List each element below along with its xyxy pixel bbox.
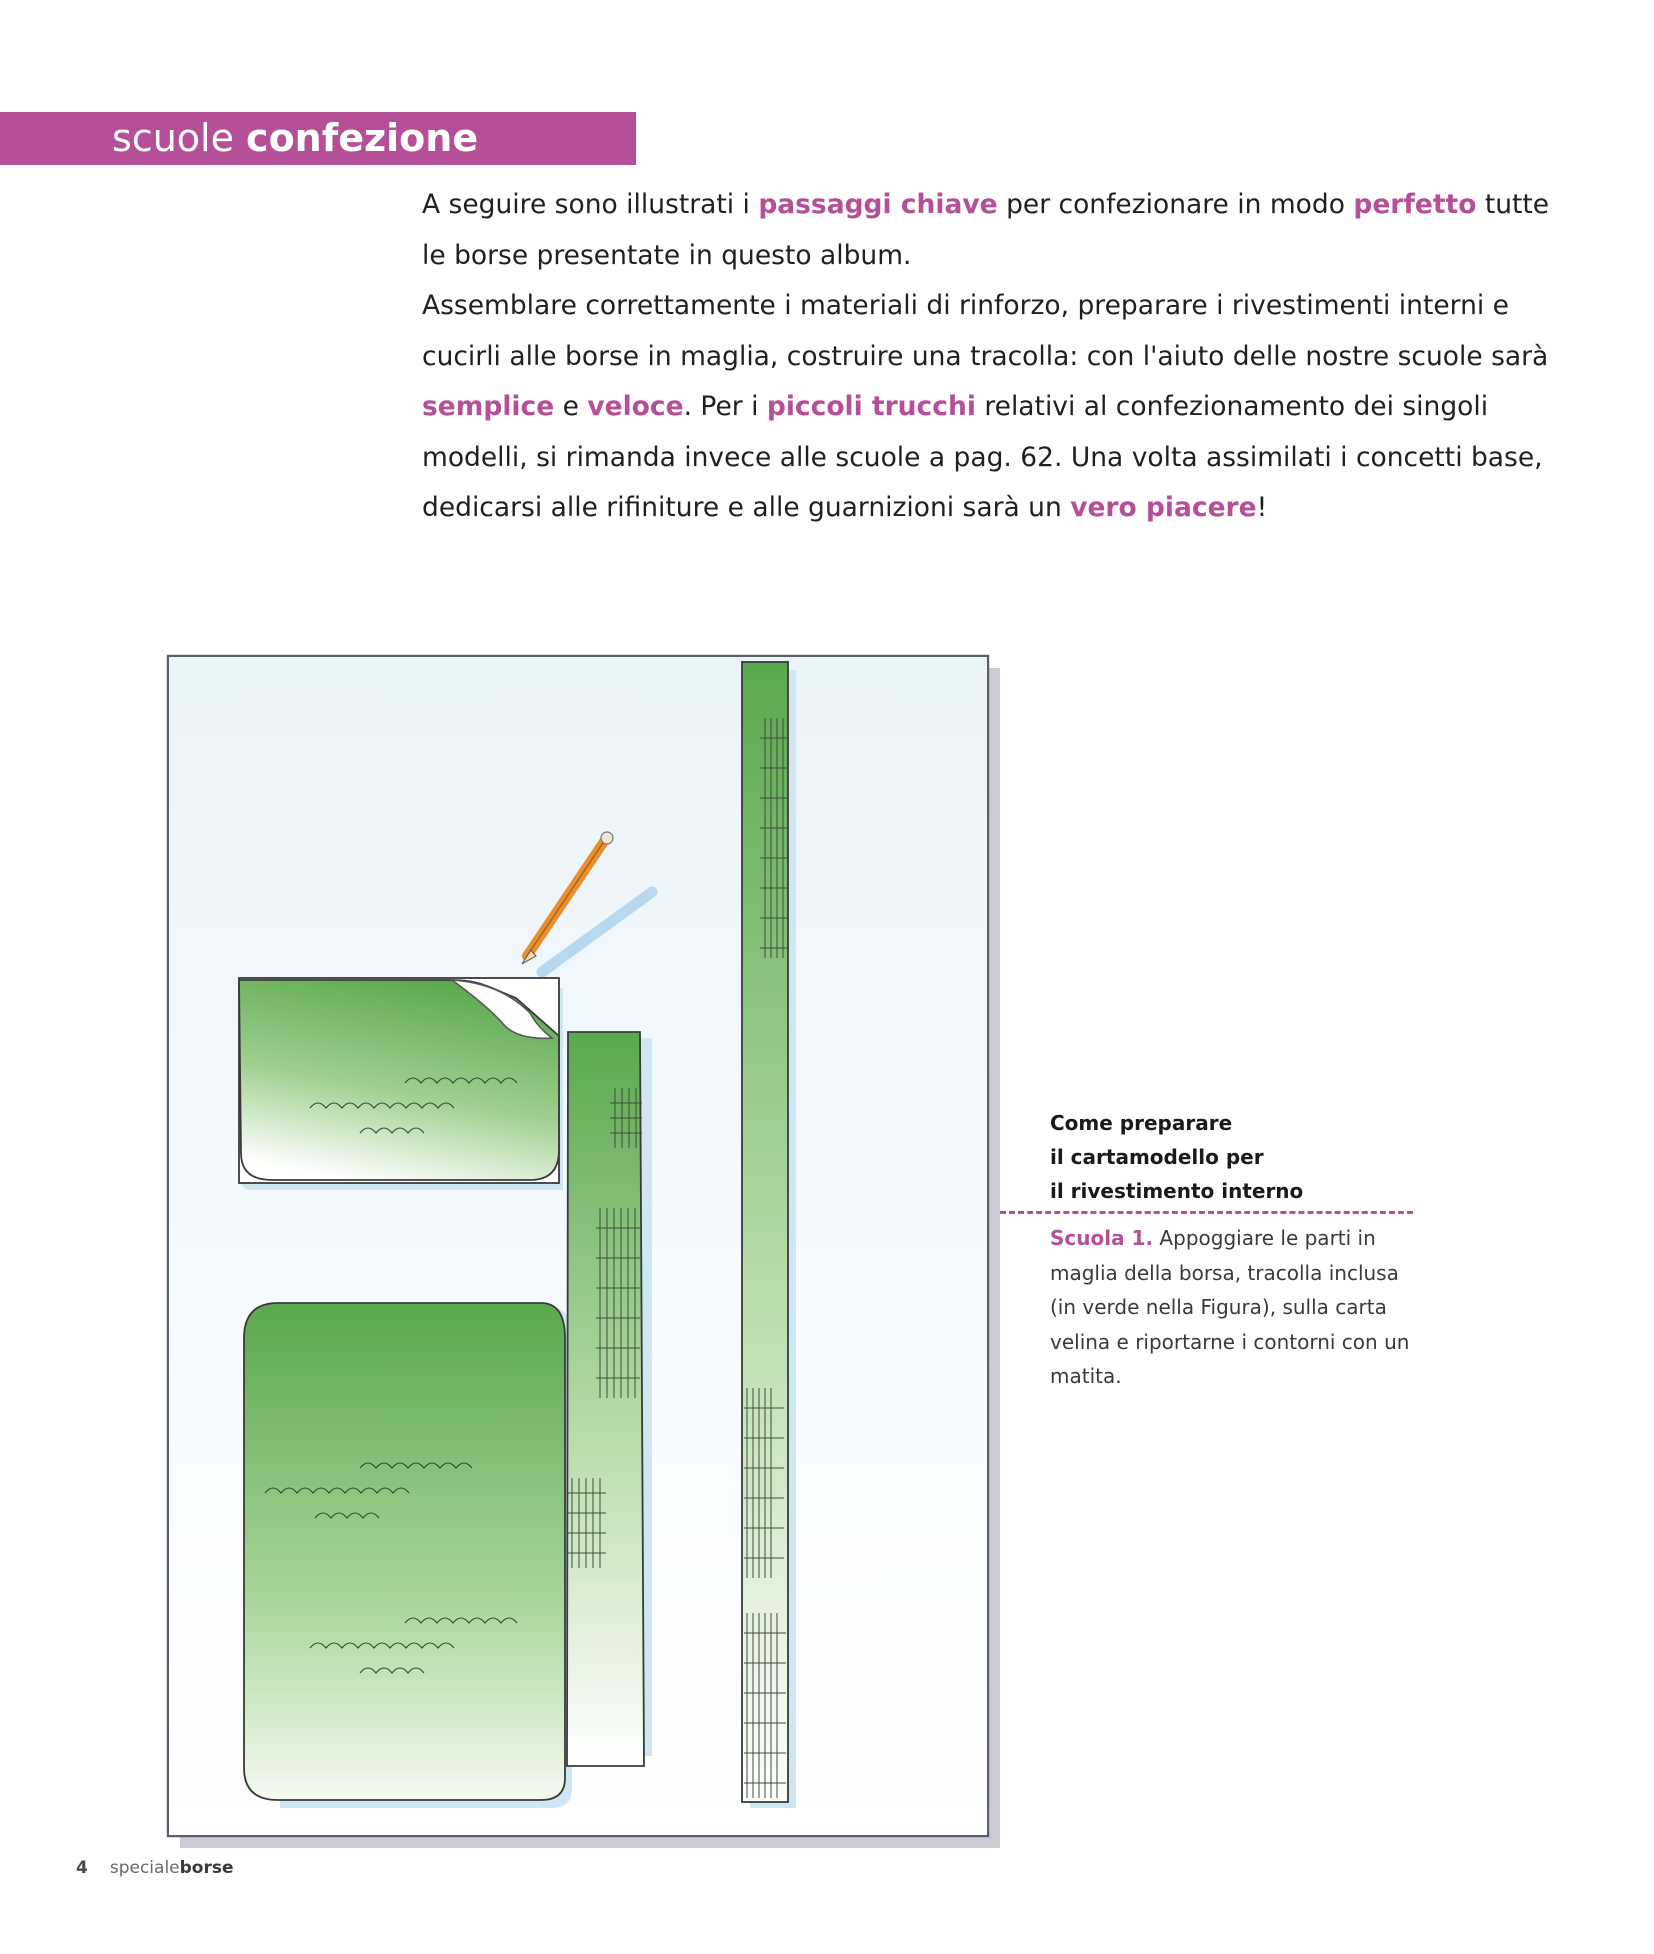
caption-body [1050,1221,1420,1394]
section-header-band [0,112,636,165]
intro-paragraph-2 [422,281,1552,534]
pattern-illustration [160,648,1000,1848]
caption-block [1050,1106,1420,1394]
section-title [112,114,478,162]
bag-front-piece [239,978,563,1190]
body-text: . Per i [683,391,767,422]
page-footer [76,1856,234,1880]
magazine-name-bold: borse [179,1858,234,1878]
caption-title [1050,1106,1420,1208]
caption-title-line: Come preparare [1050,1111,1233,1135]
page-number: 4 [76,1858,88,1878]
caption-title-line: il cartamodello per [1050,1145,1264,1169]
body-text: Assemblare correttamente i materiali di rinforzo, preparare i rivestimenti interni e cucirli alle borse in maglia, costruire una tracolla: con l'aiuto delle nostre scuole sarà [422,290,1549,372]
body-text: ! [1256,492,1268,523]
intro-paragraph-1 [422,180,1552,281]
bag-body-piece [244,1303,572,1808]
bag-gusset-piece [567,1032,652,1766]
caption-text: Appoggiare le parti in maglia della borsa, tracolla inclusa (in verde nella Figura), sulla carta velina e riportarne i contorni con un matita. [1050,1226,1410,1388]
caption-divider [1000,1211,1413,1214]
body-text: A seguire sono illustrati i [422,189,759,220]
body-text: e [554,391,588,422]
caption-title-line: il rivestimento interno [1050,1179,1304,1203]
highlight-text: semplice [422,391,555,422]
shoulder-strap-piece [742,662,796,1808]
section-title-bold: confezione [246,116,479,160]
highlight-text: perfetto [1353,189,1477,220]
caption-lead: Scuola 1. [1050,1226,1154,1250]
body-text: per confezionare in modo [997,189,1354,220]
highlight-text: passaggi chiave [758,189,998,220]
highlight-text: vero piacere [1070,492,1257,523]
body-text: relativi al confezionamento dei singoli modelli, si rimanda invece alle scuole a pag. 62. Una volta assimilati i concetti base, dedicarsi alle rifiniture e alle guarnizioni sarà un [422,391,1543,523]
section-title-light: scuole [112,116,247,160]
magazine-name-light: speciale [109,1858,180,1878]
highlight-text: piccoli trucchi [766,391,976,422]
highlight-text: veloce [587,391,684,422]
intro-text [422,180,1552,534]
body-text: tutte le borse presentate in questo album. [422,189,1550,271]
